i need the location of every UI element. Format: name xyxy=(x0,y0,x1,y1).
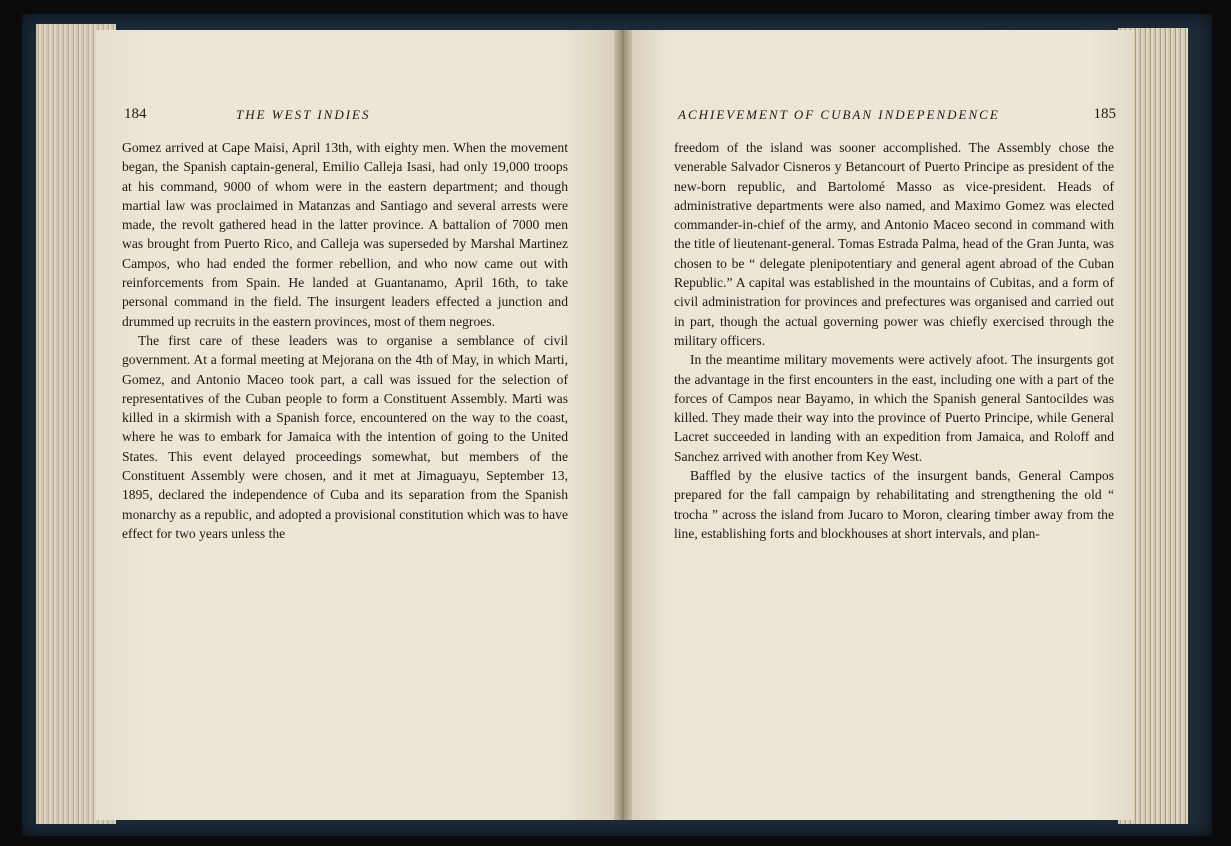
book-gutter xyxy=(614,30,632,820)
right-running-title: ACHIEVEMENT OF CUBAN INDEPENDENCE xyxy=(678,107,1000,122)
right-paragraph-3: Baffled by the elusive tactics of the insurgent bands, General Campos prepared for the fall campaign by rehabilitating and strengthening the old “ trocha ” across the island from Jucaro to Moron, clearing timber away from the line, establishing forts and blockhouses at short intervals, and plan- xyxy=(674,468,1114,541)
right-page xyxy=(626,30,1134,820)
left-page xyxy=(96,30,621,820)
left-page-body xyxy=(122,138,568,543)
left-page-header xyxy=(124,106,524,128)
right-paragraph-1: freedom of the island was sooner accomplished. The Assembly chose the venerable Salvador Cisneros y Betancourt of Puerto Principe as president of the new-born republic, and Bartolomé Masso as vice-president. Heads of administrative departments were also named, and Maximo Gomez was elected commander-in-chief of the army, and Antonio Maceo second in command with the title of lieutenant-general. Tomas Estrada Palma, head of the Gran Junta, was chosen to be “ delegate plenipotentiary and general agent abroad of the Cuban Republic.” A capital was established in the mountains of Cubitas, and a form of civil administration for provinces and prefectures was organised and carried out in part, though the actual governing power was chiefly exercised through the military officers. xyxy=(674,140,1114,348)
right-page-number: 185 xyxy=(1093,106,1116,122)
right-page-body xyxy=(674,138,1114,543)
right-paragraph-2: In the meantime military movements were actively afoot. The insurgents got the advantage in the first encounters in the east, including one with a part of the forces of Campos near Bayamo, in which the Spanish general Santocildes was killed. They made their way into the province of Puerto Principe, while General Lacret succeeded in landing with an expedition from Jamaica, and Roloff and Sanchez arrived with another from Key West. xyxy=(674,352,1114,464)
left-page-number: 184 xyxy=(124,106,147,122)
left-paragraph-1: Gomez arrived at Cape Maisi, April 13th, with eighty men. When the movement began, the Spanish captain-general, Emilio Calleja Isasi, had only 19,000 troops at his command, 9000 of whom were in the eastern department; and though martial law was proclaimed in Matanzas and Santiago and several arrests were made, the revolt gathered head in the latter province. A battalion of 7000 men was brought from Puerto Rico, and Calleja was superseded by Marshal Martinez Campos, who had ended the former rebellion, and who now came out with reinforcements from Spain. He landed at Guantanamo, April 16th, to take personal command in the field. The insurgent leaders effected a junction and drummed up recruits in the eastern provinces, most of them negroes. xyxy=(122,140,568,329)
left-running-title: THE WEST INDIES xyxy=(236,107,371,122)
left-paragraph-2: The first care of these leaders was to organise a semblance of civil government. At a formal meeting at Mejorana on the 4th of May, in which Marti, Gomez, and Antonio Maceo took part, a call was issued for the selection of representatives of the Cuban people to form a Constituent Assembly. Marti was killed in a skirmish with a Spanish force, encountered on the way to the coast, where he was to embark for Jamaica with the intention of going to the United States. This event delayed proceedings somewhat, but members of the Constituent Assembly were chosen, and it met at Jimaguayu, September 13, 1895, declared the independence of Cuba and its separation from the Spanish monarchy as a republic, and adopted a provisional constitution which was to have effect for two years unless the xyxy=(122,332,568,541)
right-page-header xyxy=(678,106,1116,128)
